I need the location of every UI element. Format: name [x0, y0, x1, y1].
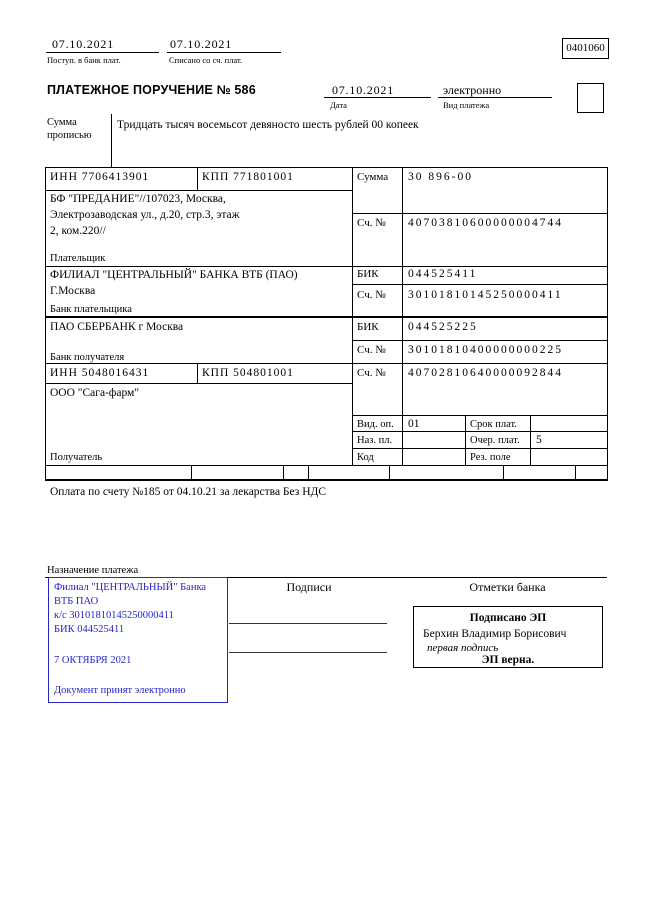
payer-bank-account-label: Сч. №	[357, 289, 386, 301]
priority-value: 5	[536, 434, 542, 446]
amount-value: 30 896-00	[408, 171, 473, 183]
purpose-code-label: Наз. пл.	[357, 435, 393, 446]
table-bottom-line	[45, 479, 608, 481]
esign-name: Берхин Владимир Борисович	[423, 628, 567, 640]
fields-strip-top-line	[45, 465, 607, 466]
payer-inn-kpp-divider	[197, 167, 198, 190]
payee-bank-bik-label: БИК	[357, 321, 379, 333]
stamp-note: Документ принят электронно	[54, 685, 186, 696]
payee-account-value: 40702810640000092844	[408, 367, 563, 379]
strip-divider-5	[503, 465, 504, 479]
payment-kind-underline	[438, 97, 552, 98]
payee-inn-row-line	[45, 383, 352, 384]
payee-bank-account-label: Сч. №	[357, 344, 386, 356]
payer-name-line-3: 2, ком.220//	[50, 225, 106, 237]
minitable-top-line	[352, 415, 607, 416]
payer-section-line	[45, 266, 607, 267]
bank-stamp	[48, 577, 228, 703]
payer-bank-bik-label: БИК	[357, 268, 379, 280]
document-date-underline	[324, 97, 431, 98]
op-kind-label: Вид. оп.	[357, 419, 394, 430]
payee-kpp: КПП 504801001	[202, 367, 294, 379]
payer-kpp: КПП 771801001	[202, 171, 294, 183]
payee-name: ООО "Сага-фарм"	[50, 387, 140, 399]
minitable-divider-1	[465, 415, 466, 465]
status-field-box	[577, 83, 604, 113]
payer-bank-bik-value: 044525411	[408, 268, 478, 280]
form-code: 0401060	[566, 42, 605, 54]
written-off-date: 07.10.2021	[170, 37, 232, 51]
form-code-box	[562, 38, 609, 59]
payee-bank-section-line	[45, 363, 607, 364]
payment-kind-value: электронно	[443, 83, 502, 97]
esign-verified: ЭП верна.	[481, 654, 535, 666]
stamp-date: 7 ОКТЯБРЯ 2021	[54, 655, 132, 666]
payer-bank-bik-line	[352, 284, 607, 285]
amount-in-words-value: Тридцать тысяч восемьсот девяносто шесть рублей 00 копеек	[117, 119, 419, 131]
payment-purpose-label: Назначение платежа	[47, 565, 139, 576]
payee-inn-kpp-divider	[197, 363, 198, 383]
payer-name-line-2: Электрозаводская ул., д.20, стр.3, этаж	[50, 209, 240, 221]
written-off-label: Списано со сч. плат.	[169, 55, 243, 65]
due-date-label: Срок плат.	[470, 419, 517, 430]
signature-line-2	[229, 652, 387, 653]
bank-marks-heading: Отметки банка	[469, 580, 546, 594]
strip-divider-3	[308, 465, 309, 479]
signature-line-1	[229, 623, 387, 624]
payment-purpose-text: Оплата по счету №185 от 04.10.21 за лекарства Без НДС	[50, 486, 327, 498]
payer-bank-account-value: 30101810145250000411	[408, 289, 563, 301]
document-date: 07.10.2021	[332, 83, 394, 97]
payer-name-line-1: БФ "ПРЕДАНИЕ"//107023, Москва,	[50, 193, 226, 205]
stamp-corr-account: к/с 30101810145250000411	[54, 610, 174, 621]
minitable-row2-line	[352, 448, 607, 449]
payment-kind-label: Вид платежа	[443, 100, 490, 110]
esign-subtitle: первая подпись	[427, 642, 499, 654]
received-date-underline	[46, 52, 159, 53]
stamp-bank-name-line-1: Филиал "ЦЕНТРАЛЬНЫЙ" Банка	[54, 582, 207, 593]
signatures-heading: Подписи	[286, 580, 332, 594]
table-right-border	[607, 167, 608, 480]
strip-divider-6	[575, 465, 576, 479]
payer-inn: ИНН 7706413901	[50, 171, 150, 183]
stamp-bank-name-line-2: ВТБ ПАО	[54, 596, 99, 607]
priority-label: Очер. плат.	[470, 435, 520, 446]
reserve-field-label: Рез. поле	[470, 452, 511, 463]
esign-title: Подписано ЭП	[469, 612, 547, 624]
main-column-divider	[352, 167, 353, 465]
payer-account-label: Сч. №	[357, 217, 386, 229]
amount-label: Сумма	[357, 171, 389, 183]
payee-bank-bik-value: 044525225	[408, 321, 478, 333]
document-date-label: Дата	[330, 100, 347, 110]
payee-account-label: Сч. №	[357, 367, 386, 379]
amount-words-divider	[111, 114, 112, 167]
strip-divider-2	[283, 465, 284, 479]
received-in-bank-date: 07.10.2021	[52, 37, 114, 51]
electronic-signature-box	[413, 606, 603, 668]
payee-bank-bik-line	[352, 340, 607, 341]
strip-divider-1	[191, 465, 192, 479]
payee-bank-account-value: 30101810400000000225	[408, 344, 563, 356]
received-in-bank-label: Поступ. в банк плат.	[47, 55, 121, 65]
strip-divider-4	[389, 465, 390, 479]
amount-row-line	[352, 213, 607, 214]
table-left-border	[45, 167, 46, 480]
payer-bank-section-label: Банк плательщика	[50, 304, 132, 315]
op-kind-value: 01	[408, 418, 420, 430]
minitable-row1-line	[352, 431, 607, 432]
table-top-line	[45, 167, 607, 168]
label-value-divider	[402, 167, 403, 465]
page-title: ПЛАТЕЖНОЕ ПОРУЧЕНИЕ № 586	[47, 83, 256, 97]
amount-in-words-label: Сумма прописью	[47, 117, 92, 141]
payer-inn-row-line	[45, 190, 352, 191]
payer-bank-name-line-1: ФИЛИАЛ "ЦЕНТРАЛЬНЫЙ" БАНКА ВТБ (ПАО)	[50, 269, 298, 281]
written-off-date-underline	[167, 52, 281, 53]
payer-bank-name-line-2: Г.Москва	[50, 285, 96, 297]
payee-inn: ИНН 5048016431	[50, 367, 150, 379]
payer-section-label: Плательщик	[50, 253, 106, 264]
minitable-divider-2	[530, 415, 531, 465]
payee-bank-section-label: Банк получателя	[50, 352, 125, 363]
payer-account-value: 40703810600000004744	[408, 217, 563, 229]
payer-bank-section-line	[45, 316, 607, 318]
stamp-bik: БИК 044525411	[54, 624, 125, 635]
payee-bank-name: ПАО СБЕРБАНК г Москва	[50, 321, 184, 333]
code-label: Код	[357, 452, 374, 463]
payee-section-label: Получатель	[50, 452, 103, 463]
